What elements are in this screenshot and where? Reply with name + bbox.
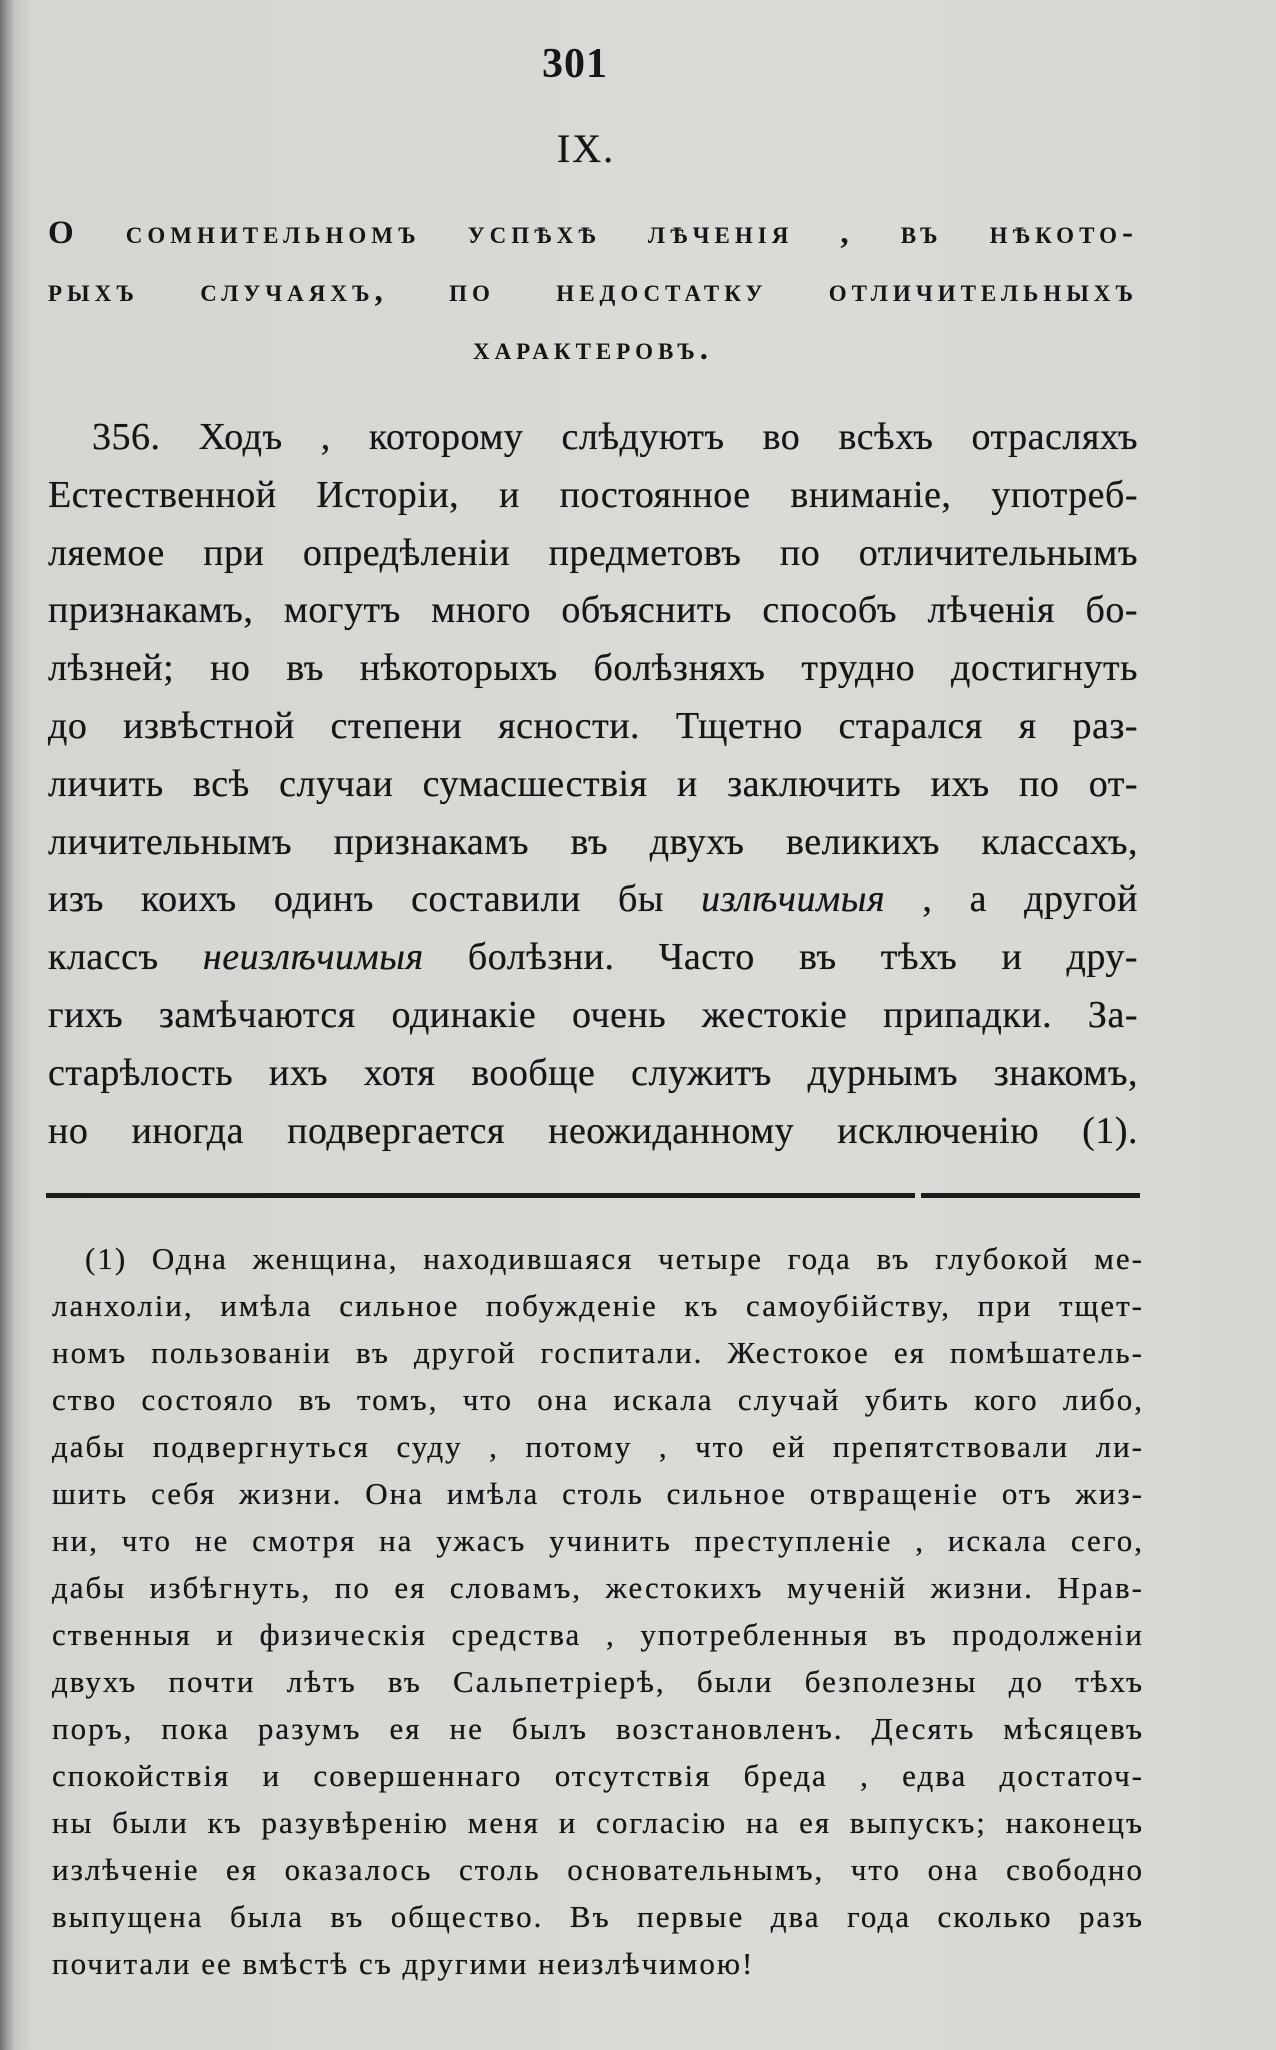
text-segment: лѣзней; но въ нѣкоторыхъ болѣзняхъ трудно достигнуть: [48, 647, 1138, 690]
text-line: [48, 1103, 1138, 1161]
footnote: [52, 1235, 1144, 1987]
footnote-line: ни, что не смотря на ужасъ учинить преступленіе , искала сего,: [52, 1523, 1144, 1558]
text-segment: старѣлость ихъ хотя вообще служитъ дурнымъ знакомъ,: [48, 1051, 1138, 1094]
footnote-line: выпущена была въ общество. Въ первые два года сколько разъ: [52, 1899, 1144, 1934]
footnote-line: ство состояло въ томъ, что она искала случай убить кого либо,: [52, 1382, 1144, 1417]
chapter-number: IX.: [556, 126, 616, 171]
text-line: [48, 871, 1138, 929]
text-line: [48, 814, 1138, 872]
italic-term: излѣчимыя: [701, 878, 886, 921]
heading-line: характеровъ.: [472, 331, 714, 367]
heading-line: О сомнительномъ успѣхѣ лѣченія , въ нѣкото-: [48, 215, 1138, 251]
text-line: [48, 409, 1138, 467]
footnote-line: (1) Одна женщина, находившаяся четыре года въ глубокой ме-: [85, 1241, 1144, 1276]
heading-line: рыхъ случаяхъ, по недостатку отличительныхъ: [48, 273, 1138, 309]
footnote-rule: [46, 1193, 915, 1198]
text-line: [48, 1045, 1138, 1103]
text-segment: 356. Ходъ , которому слѣдуютъ во всѣхъ отрасляхъ: [92, 416, 1138, 458]
text-segment: классъ: [48, 936, 203, 979]
text-segment: болѣзни. Часто въ тѣхъ и дру-: [423, 936, 1138, 979]
footnote-line: дабы подвергнуться суду , потому , что ей препятствовали ли-: [52, 1429, 1144, 1464]
footnote-line: поръ, пока разумъ ея не былъ возстановленъ. Десять мѣсяцевъ: [52, 1711, 1144, 1746]
footnote-line: ланхоліи, имѣла сильное побужденіе къ самоубійству, при тщет-: [52, 1288, 1144, 1323]
footnote-line: спокойствія и совершеннаго отсутствія бреда , едва достаточ-: [52, 1758, 1144, 1793]
footnote-line: ственныя и физическія средства , употребленныя въ продолженіи: [52, 1617, 1144, 1652]
text-segment: личить всѣ случаи сумасшествія и заключить ихъ по от-: [48, 762, 1138, 805]
text-line: [48, 582, 1138, 640]
text-line: [48, 756, 1138, 814]
text-segment: Естественной Исторіи, и постоянное вниманіе, употреб-: [48, 473, 1138, 516]
italic-term: неизлѣчимыя: [202, 936, 424, 979]
main-paragraph: [48, 409, 1138, 1160]
text-line: [48, 640, 1138, 698]
text-segment: признакамъ, могутъ много объяснить способъ лѣченія бо-: [48, 589, 1138, 632]
text-segment: но иногда подвергается неожиданному исключенію (1).: [48, 1109, 1138, 1152]
footnote-line: излѣченіе ея оказалось столь основательнымъ, что она свободно: [52, 1852, 1144, 1887]
page-number: 301: [542, 41, 608, 87]
text-segment: личительнымъ признакамъ въ двухъ великихъ классахъ,: [48, 820, 1138, 863]
footnote-line: ны были къ разувѣренію меня и согласію на ея выпускъ; наконецъ: [52, 1805, 1144, 1840]
chapter-heading: [48, 204, 1138, 378]
text-line: [48, 987, 1138, 1045]
text-line: [48, 525, 1138, 583]
text-line: [48, 929, 1138, 987]
text-segment: , а другой: [885, 878, 1138, 921]
footnote-line: шить себя жизни. Она имѣла столь сильное отвращеніе отъ жиз-: [52, 1476, 1144, 1511]
text-segment: до извѣстной степени ясности. Тщетно старался я раз-: [48, 704, 1138, 747]
footnote-line: двухъ почти лѣтъ въ Сальпетріерѣ, были безполезны до тѣхъ: [52, 1664, 1144, 1699]
footnote-line: номъ пользованіи въ другой госпитали. Жестокое ея помѣшатель-: [52, 1335, 1144, 1370]
text-line: [48, 467, 1138, 525]
footnote-line: почитали ее вмѣстѣ съ другими неизлѣчимою!: [52, 1946, 755, 1981]
footnote-rule: [921, 1193, 1140, 1198]
text-segment: ляемое при опредѣленіи предметовъ по отличительнымъ: [48, 531, 1138, 574]
text-segment: гихъ замѣчаются одинакіе очень жестокіе припадки. За-: [48, 993, 1138, 1036]
text-line: [48, 698, 1138, 756]
text-segment: изъ коихъ одинъ составили бы: [48, 878, 702, 921]
footnote-line: дабы избѣгнуть, по ея словамъ, жестокихъ мученій жизни. Нрав-: [52, 1570, 1144, 1605]
